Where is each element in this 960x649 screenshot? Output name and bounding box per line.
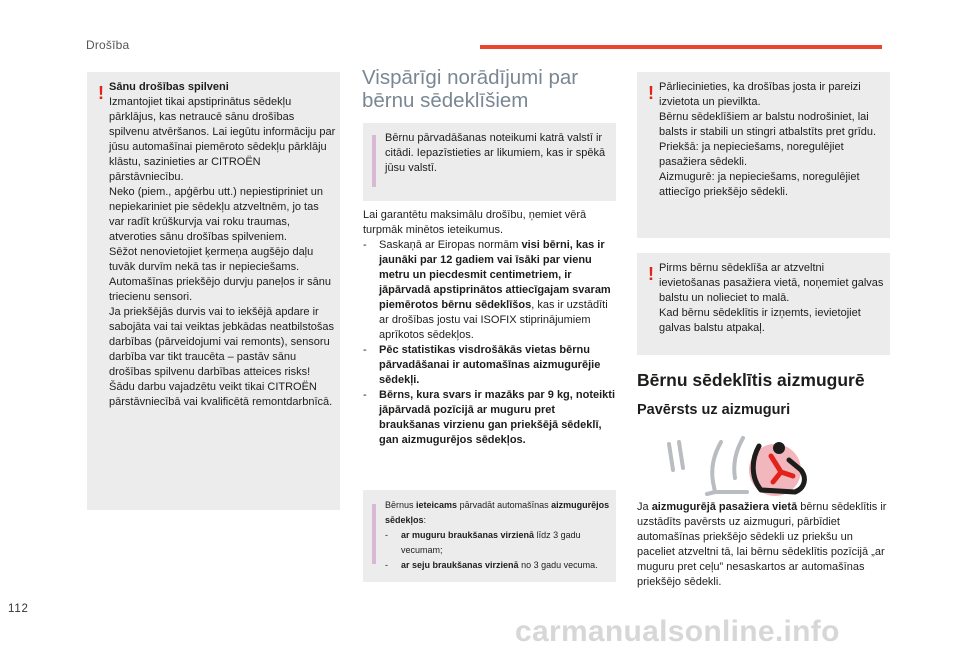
rear-child-seat-heading: Bērnu sēdeklītis aizmugurē <box>637 370 865 390</box>
list-item: - Bērns, kura svars ir mazāks par 9 kg, noteikti jāpārvadā pozīcijā ar muguru pret braukšanas virzienu gan priekšējā sēdeklī, gan aizmugurējos sēdekļos. <box>363 389 616 446</box>
rear-facing-child-seat-icon <box>655 430 830 502</box>
warning-paragraph: Kad bērnu sēdeklītis ir izņemts, ievietojiet galvas balstu atpakaļ. <box>659 307 861 334</box>
page-number: 112 <box>8 603 29 615</box>
intro-text: Lai garantētu maksimālu drošību, ņemiet vērā turpmāk minētos ieteikumus. <box>363 209 587 236</box>
warning-title: Sānu drošības spilveni <box>109 81 229 93</box>
info-text: Bērnu pārvadāšanas noteikumi katrā valstī ir citādi. Iepazīstieties ar likumiem, kas ir spēkā jūsu valstī. <box>385 132 606 174</box>
headrest-warning-box <box>637 253 890 355</box>
section-title: Drošība <box>86 38 130 52</box>
warning-paragraph: Bērnu sēdeklīšiem ar balstu nodrošiniet, lai balsts ir stabili un stingri atbalstīts pret grīdu. <box>659 111 877 138</box>
header-accent-bar <box>480 45 882 49</box>
warning-paragraph: Šādu darbu vajadzētu veikt tikai CITROËN pārstāvniecībā vai kvalificētā remontdarbnīcā. <box>109 381 333 408</box>
safety-recommendations <box>363 208 618 448</box>
info-bar-icon <box>372 135 376 187</box>
list-item: - ar seju braukšanas virzienā no 3 gadu vecuma. <box>385 560 598 570</box>
warning-paragraph: Pirms bērnu sēdeklīša ar atzveltni ievietošanas pasažiera vietā, noņemiet galvas balstu un nolieciet to malā. <box>659 262 884 304</box>
exclamation-icon: ! <box>648 83 654 103</box>
warning-paragraph: Automašīnas priekšējo durvju paneļos ir sānu triecienu sensori. <box>109 276 331 303</box>
rear-facing-instructions: Ja aizmugurējā pasažiera vietā bērnu sēdeklītis ir uzstādīts pavērsts uz aizmuguri, pārbīdiet automašīnas priekšējo sēdekli uz priekšu un paceliet atzveltni tā, lai bērnu sēdeklītis pozīcijā „ar muguru pret ceļu” nesaskartos ar automašīnas priekšējo sēdekli. <box>637 501 887 588</box>
rear-facing-subheading: Pavērsts uz aizmuguri <box>637 402 791 418</box>
general-instructions-heading: Vispārīgi norādījumi par bērnu sēdeklīšiem <box>362 66 579 112</box>
warning-paragraph: Izmantojiet tikai apstiprinātus sēdekļu pārklājus, kas netraucē sānu drošības spilvenu atvēršanos. Lai iegūtu informāciju par jūsu automašīnai piemēroto sēdekļu pārklāju klāstu, sazinieties ar CITROËN pārstāvniecību. <box>109 96 336 183</box>
list-item: - Saskaņā ar Eiropas normām visi bērni, kas ir jaunāki par 12 gadiem vai īsāki par vienu metru un piecdesmit centimetriem, ir jāpārvadā apstiprinātos attiecīgajam svaram piemērotos bērnu sēdeklīšos, kas ir uzstādīti ar drošības jostu vai ISOFIX stiprinājumiem aprīkotos sēdekļos. <box>363 239 611 341</box>
country-rules-info-box <box>363 123 616 201</box>
list-item: - ar muguru braukšanas virzienā līdz 3 gadu vecumam; <box>385 530 581 555</box>
rear-seat-recommendation-box <box>363 490 616 582</box>
seatbelt-check-warning-box <box>637 72 890 238</box>
warning-paragraph: Sēžot nenovietojiet ķermeņa augšējo daļu tuvāk durvīm nekā tas ir nepieciešams. <box>109 246 314 273</box>
info-bar-icon <box>372 504 376 564</box>
exclamation-icon: ! <box>648 264 654 284</box>
warning-paragraph: Ja priekšējās durvis vai to iekšējā apdare ir sabojāta vai tai veiktas jebkādas neatbilstošas darbības (pārveidojumi vai remonts), sensoru darbība var tikt traucēta – pastāv sānu drošības spilvenu darbības atteices risks! <box>109 306 335 378</box>
list-item: - Pēc statistikas visdrošākās vietas bērnu pārvadāšanai ir automašīnas aizmugurējie sēdekļi. <box>363 344 601 386</box>
warning-paragraph: Priekšā: ja nepieciešams, noregulējiet pasažiera sēdekli. <box>659 141 844 168</box>
watermark: carmanualsonline.info <box>515 615 840 648</box>
recommendation-lead: Bērnus ieteicams pārvadāt automašīnas aizmugurējos sēdekļos: <box>385 500 610 525</box>
warning-paragraph: Aizmugurē: ja nepieciešams, noregulējiet attiecīgo priekšējo sēdekli. <box>659 171 860 198</box>
side-airbags-warning-box <box>87 72 340 510</box>
warning-paragraph: Pārliecinieties, ka drošības josta ir pareizi izvietota un pievilkta. <box>659 81 861 108</box>
warning-paragraph: Neko (piem., apģērbu utt.) nepiestipriniet un nepiekariniet pie sēdekļu atzveltnēm, jo tas var radīt krūškurvja vai roku traumas, atveroties sānu drošības spilveniem. <box>109 186 324 243</box>
exclamation-icon: ! <box>98 83 104 103</box>
